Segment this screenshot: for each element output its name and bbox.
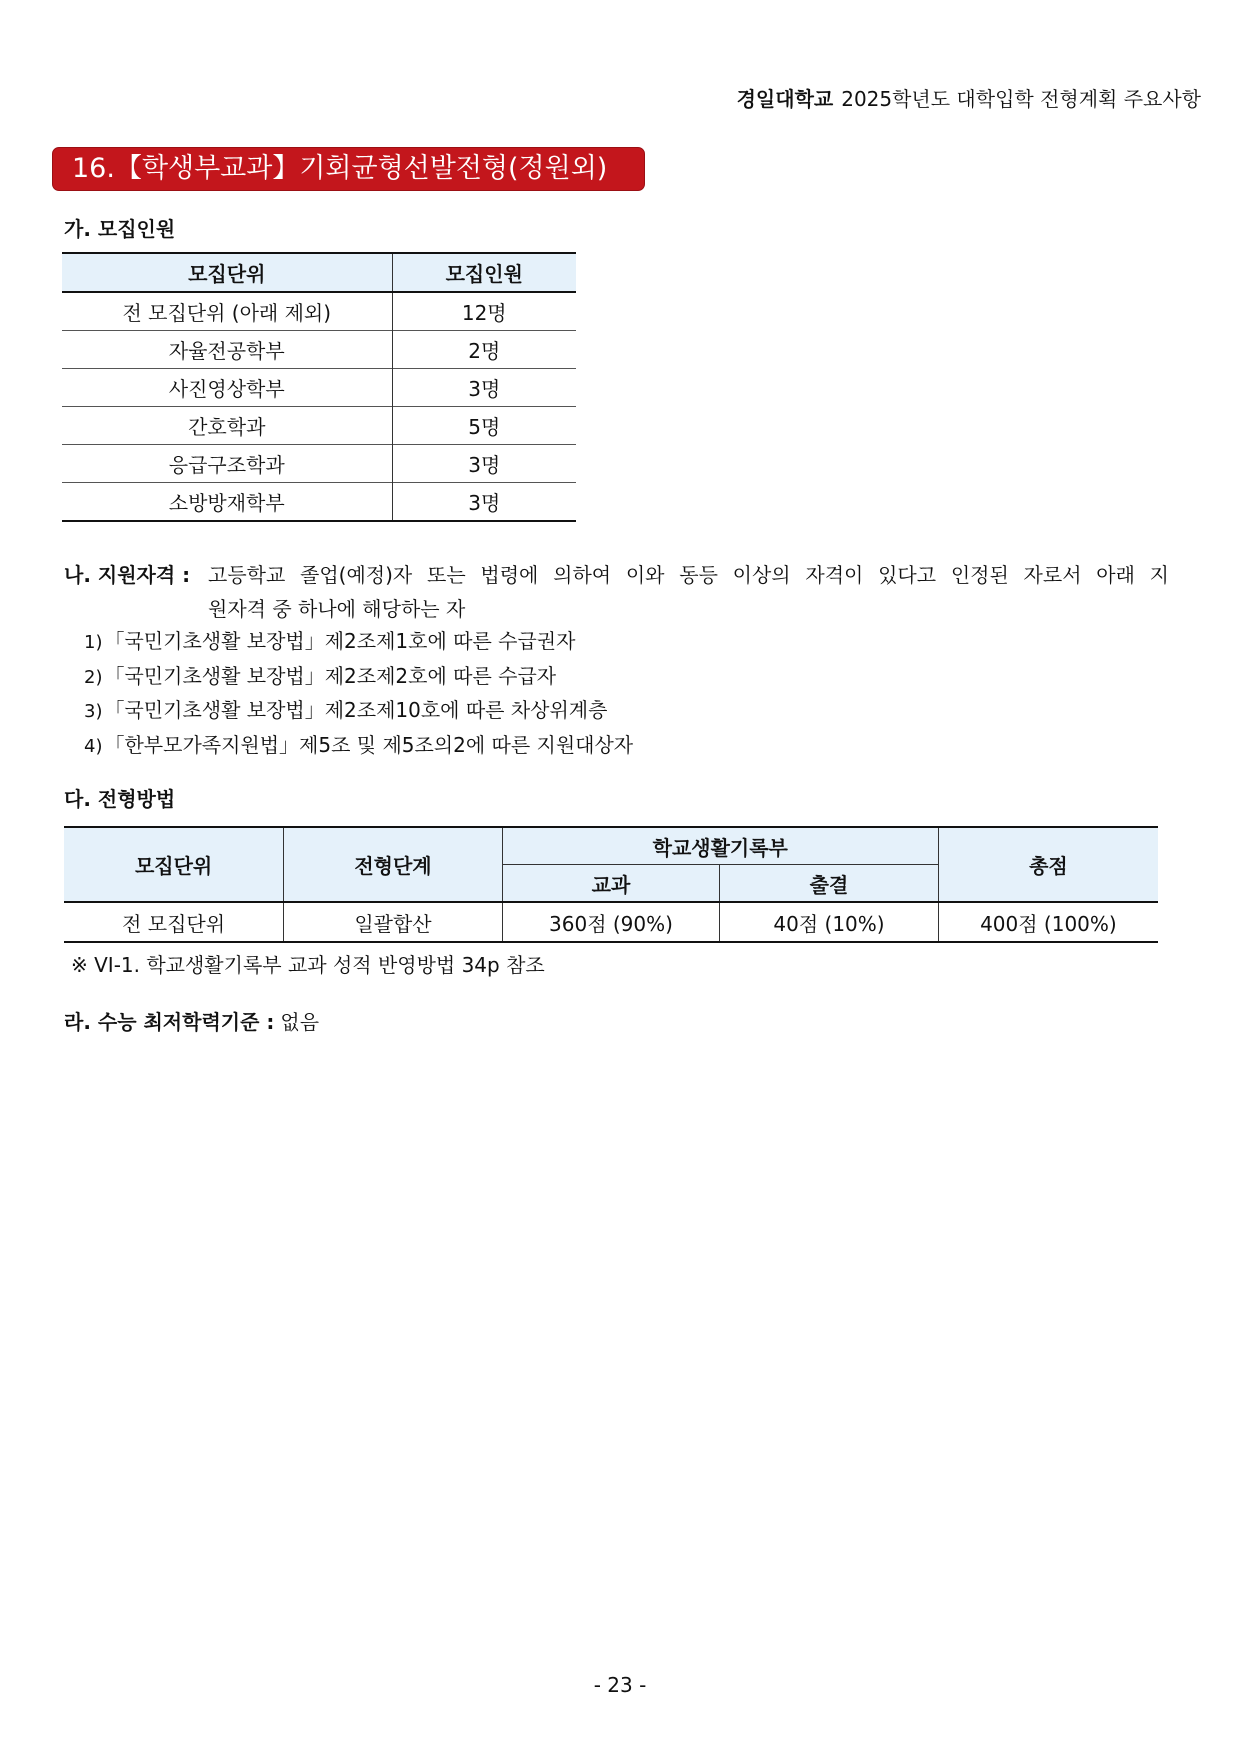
total-score-cell: 400점 (100%) <box>938 902 1158 942</box>
unit-cell: 자율전공학부 <box>62 331 392 369</box>
list-item-number: 4) <box>84 735 103 757</box>
unit-cell: 사진영상학부 <box>62 369 392 407</box>
quota-cell: 3명 <box>392 369 576 407</box>
quota-cell: 5명 <box>392 407 576 445</box>
column-header-school-record: 학교생활기록부 <box>502 827 938 865</box>
table-row <box>62 407 576 445</box>
eligibility-list <box>84 625 633 763</box>
table-header-row <box>64 827 1158 865</box>
table-row <box>62 292 576 331</box>
method-heading: 다. 전형방법 <box>64 787 176 811</box>
recruitment-table <box>62 252 576 522</box>
quota-cell: 3명 <box>392 445 576 483</box>
unit-cell: 응급구조학과 <box>62 445 392 483</box>
list-item-number: 1) <box>84 632 103 653</box>
recruitment-heading: 가. 모집인원 <box>64 217 176 241</box>
eligibility-label: 나. 지원자격 : <box>64 563 191 587</box>
header-subtitle: 2025학년도 대학입학 전형계획 주요사항 <box>841 87 1201 111</box>
unit-cell: 전 모집단위 <box>122 911 226 936</box>
column-header-unit: 모집단위 <box>62 253 392 292</box>
list-item <box>84 660 633 695</box>
page-header <box>737 84 1201 114</box>
list-item-text: 「국민기초생활 보장법」제2조제1호에 따른 수급권자 <box>104 629 576 653</box>
list-item-number: 3) <box>84 701 103 722</box>
unit-cell: 간호학과 <box>62 407 392 445</box>
column-header-unit: 모집단위 <box>64 827 284 902</box>
table-row <box>64 902 1158 942</box>
header-school-name: 경일대학교 <box>736 87 834 111</box>
list-item <box>84 625 633 660</box>
stage-cell: 일괄합산 <box>284 902 503 942</box>
csat-value: 없음 <box>280 1010 320 1034</box>
eligibility-text-line: 고등학교 졸업(예정)자 또는 법령에 의하여 이와 동등 이상의 자격이 있다고 인정된 자로서 아래 지 <box>208 563 1169 587</box>
column-header-subject: 교과 <box>502 865 719 903</box>
list-item <box>84 694 633 729</box>
selection-method-table <box>64 826 1158 943</box>
table-header-row <box>62 253 576 292</box>
quota-cell: 2명 <box>392 331 576 369</box>
list-item-text: 「국민기초생활 보장법」제2조제10호에 따른 차상위계층 <box>104 698 608 722</box>
section-title: 16.【학생부교과】기회균형선발전형(정원외) <box>72 153 608 184</box>
table-row <box>62 331 576 369</box>
table-row <box>62 445 576 483</box>
list-item-text: 「한부모가족지원법」제5조 및 제5조의2에 따른 지원대상자 <box>104 732 634 757</box>
column-header-attendance: 출결 <box>720 865 939 903</box>
subject-score-cell: 360점 (90%) <box>502 902 719 942</box>
section-title-bar <box>52 147 645 191</box>
column-header-stage: 전형단계 <box>284 827 503 902</box>
table-row <box>62 369 576 407</box>
page-number: - 23 - <box>593 1673 647 1697</box>
table-row <box>62 483 576 522</box>
list-item-number: 2) <box>84 666 103 688</box>
column-header-quota: 모집인원 <box>392 253 576 292</box>
csat-requirement <box>64 1007 319 1037</box>
eligibility-text <box>208 558 1169 626</box>
attendance-score-cell: 40점 (10%) <box>720 902 939 942</box>
column-header-total: 총점 <box>938 827 1158 902</box>
quota-cell: 12명 <box>392 292 576 331</box>
list-item-text: 「국민기초생활 보장법」제2조제2호에 따른 수급자 <box>104 663 557 688</box>
unit-cell: 소방방재학부 <box>62 483 392 522</box>
list-item <box>84 729 633 764</box>
reference-note: ※ VI-1. 학교생활기록부 교과 성적 반영방법 34p 참조 <box>71 953 545 977</box>
unit-cell: 전 모집단위 (아래 제외) <box>62 292 392 331</box>
eligibility-text-line: 원자격 중 하나에 해당하는 자 <box>208 597 466 621</box>
csat-label: 라. 수능 최저학력기준 : <box>64 1010 275 1034</box>
quota-cell: 3명 <box>392 483 576 522</box>
